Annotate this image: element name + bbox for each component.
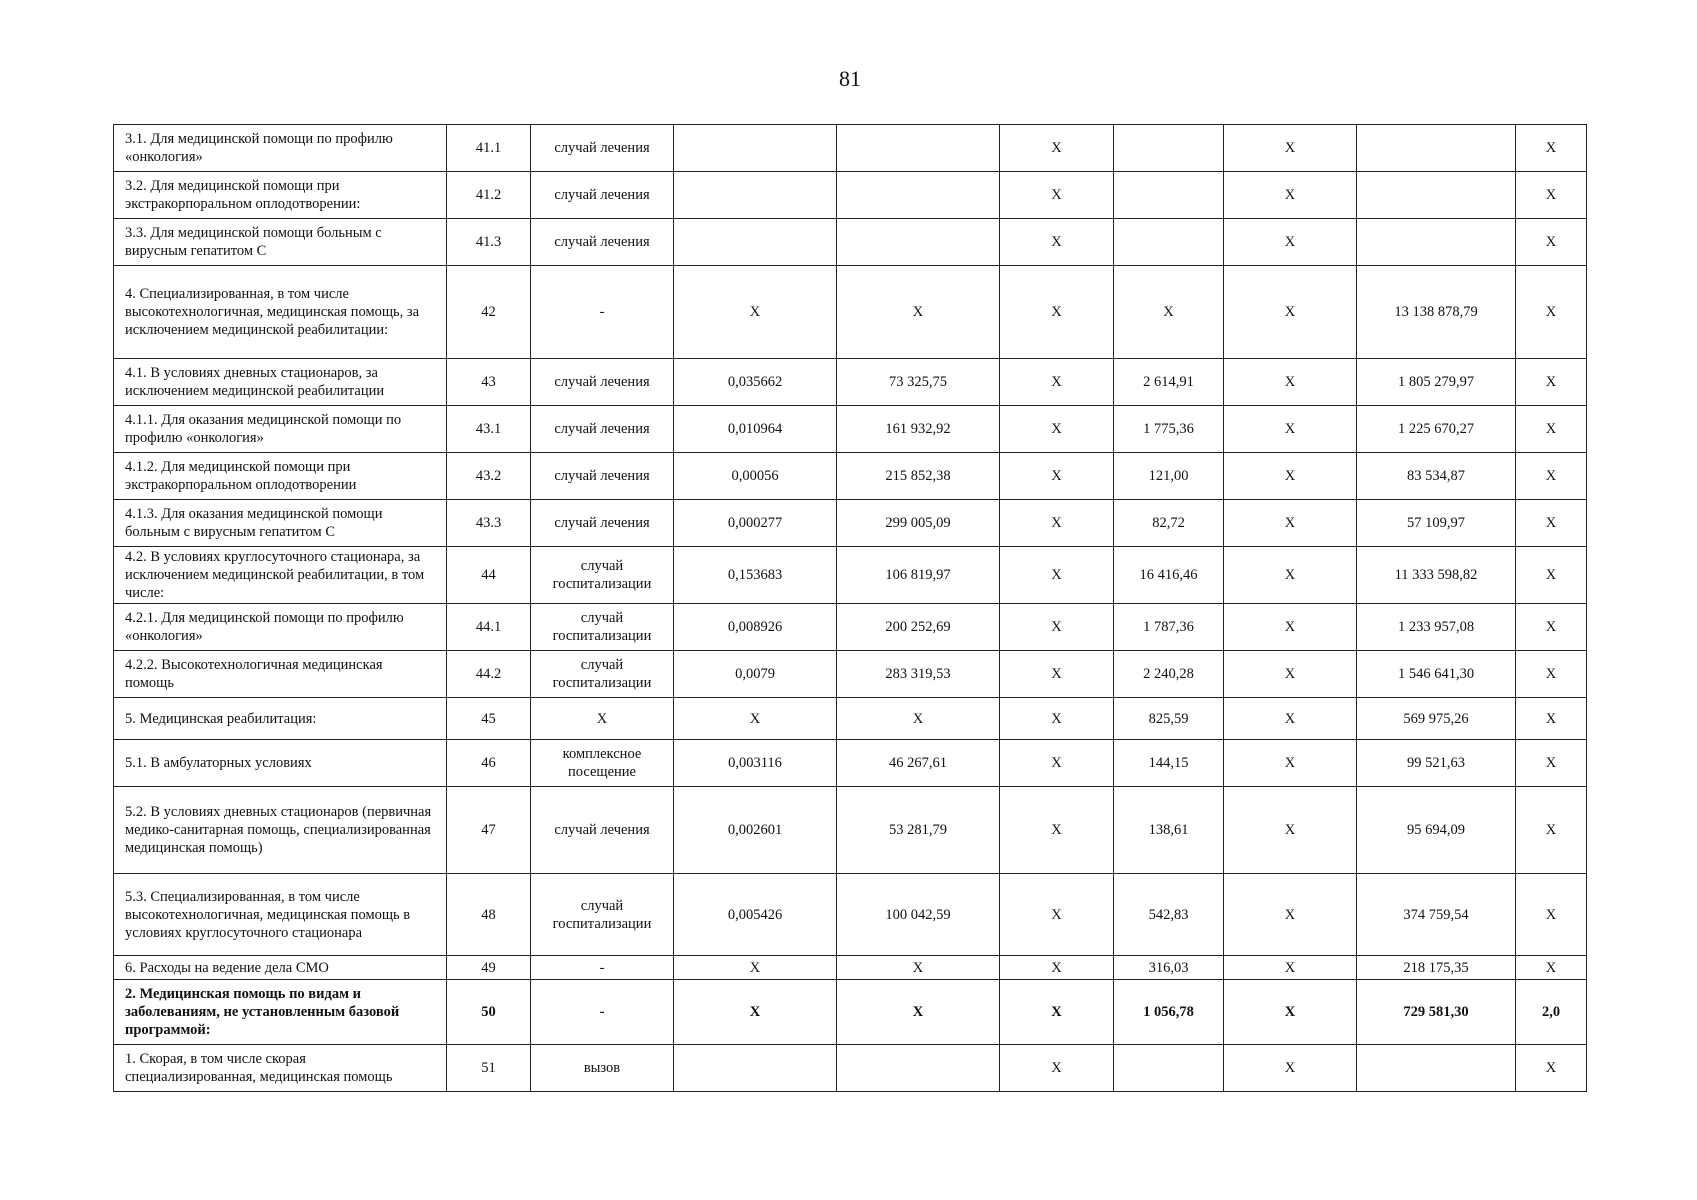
cell-unit: случай лечения [531,787,674,874]
cell-col-10: Х [1516,359,1587,406]
cell-col-8: Х [1224,172,1357,219]
cell-total-cost: 1 225 670,27 [1357,406,1516,453]
cell-col-6: Х [1000,1045,1114,1092]
cell-col-8: Х [1224,266,1357,359]
cell-per-capita: 316,03 [1114,956,1224,980]
cell-cost-norm [837,125,1000,172]
cell-col-10: Х [1516,1045,1587,1092]
cell-col-10: Х [1516,500,1587,547]
cell-volume-norm: 0,002601 [674,787,837,874]
cell-unit: случай лечения [531,453,674,500]
cell-cost-norm: Х [837,698,1000,740]
cell-row-code: 50 [447,980,531,1045]
cell-col-8: Х [1224,359,1357,406]
cell-description: 5.1. В амбулаторных условиях [114,740,447,787]
cell-per-capita: 2 614,91 [1114,359,1224,406]
cell-unit: случай госпитализации [531,651,674,698]
cell-volume-norm: Х [674,698,837,740]
table-row [114,406,1587,453]
cell-row-code: 43.2 [447,453,531,500]
cell-unit: случай лечения [531,359,674,406]
cell-col-6: Х [1000,787,1114,874]
cell-total-cost: 374 759,54 [1357,874,1516,956]
cell-per-capita: 542,83 [1114,874,1224,956]
cell-cost-norm: 106 819,97 [837,547,1000,604]
cell-col-10: Х [1516,125,1587,172]
cell-col-10: Х [1516,787,1587,874]
cell-col-6: Х [1000,651,1114,698]
cell-total-cost [1357,125,1516,172]
cell-unit: комплексное посещение [531,740,674,787]
cell-cost-norm: 299 005,09 [837,500,1000,547]
cell-col-10: 2,0 [1516,980,1587,1045]
table-row [114,604,1587,651]
cell-row-code: 43.3 [447,500,531,547]
cell-unit: вызов [531,1045,674,1092]
cell-description: 3.3. Для медицинской помощи больным с вирусным гепатитом С [114,219,447,266]
cell-row-code: 46 [447,740,531,787]
cell-col-6: Х [1000,980,1114,1045]
cell-description: 1. Скорая, в том числе скорая специализированная, медицинская помощь [114,1045,447,1092]
cell-col-10: Х [1516,740,1587,787]
cell-total-cost: 1 805 279,97 [1357,359,1516,406]
table-row [114,547,1587,604]
cell-row-code: 43 [447,359,531,406]
cell-col-6: Х [1000,125,1114,172]
cell-cost-norm: Х [837,266,1000,359]
cell-col-10: Х [1516,172,1587,219]
cell-total-cost: 1 233 957,08 [1357,604,1516,651]
cell-volume-norm: 0,005426 [674,874,837,956]
cell-total-cost [1357,219,1516,266]
cell-description: 4. Специализированная, в том числе высокотехнологичная, медицинская помощь, за исключением медицинской реабилитации: [114,266,447,359]
cell-per-capita: 1 775,36 [1114,406,1224,453]
cell-row-code: 45 [447,698,531,740]
cell-description: 2. Медицинская помощь по видам и заболеваниям, не установленным базовой программой: [114,980,447,1045]
cell-description: 4.1.2. Для медицинской помощи при экстракорпоральном оплодотворении [114,453,447,500]
cell-total-cost: 1 546 641,30 [1357,651,1516,698]
cell-unit: - [531,266,674,359]
cell-per-capita [1114,1045,1224,1092]
cell-per-capita [1114,125,1224,172]
cell-col-8: Х [1224,980,1357,1045]
cell-col-8: Х [1224,406,1357,453]
cell-col-8: Х [1224,219,1357,266]
cell-per-capita: 121,00 [1114,453,1224,500]
cell-col-8: Х [1224,956,1357,980]
cell-col-10: Х [1516,604,1587,651]
table-row [114,980,1587,1045]
cell-col-8: Х [1224,651,1357,698]
table-row [114,698,1587,740]
cell-col-6: Х [1000,266,1114,359]
cell-cost-norm: 215 852,38 [837,453,1000,500]
cell-col-8: Х [1224,453,1357,500]
cell-cost-norm: 73 325,75 [837,359,1000,406]
cell-total-cost: 218 175,35 [1357,956,1516,980]
cell-row-code: 44.2 [447,651,531,698]
cell-volume-norm: 0,000277 [674,500,837,547]
cell-col-8: Х [1224,604,1357,651]
cell-total-cost [1357,1045,1516,1092]
cell-col-10: Х [1516,547,1587,604]
cell-col-10: Х [1516,266,1587,359]
cell-cost-norm: 200 252,69 [837,604,1000,651]
cell-volume-norm: 0,010964 [674,406,837,453]
cell-total-cost: 729 581,30 [1357,980,1516,1045]
cell-volume-norm [674,219,837,266]
cell-col-8: Х [1224,874,1357,956]
page-number: 81 [839,66,861,91]
cell-per-capita: Х [1114,266,1224,359]
cell-unit: случай госпитализации [531,547,674,604]
cell-description: 6. Расходы на ведение дела СМО [114,956,447,980]
cell-total-cost: 11 333 598,82 [1357,547,1516,604]
cell-description: 4.2. В условиях круглосуточного стационара, за исключением медицинской реабилитации, в том числе: [114,547,447,604]
cell-col-6: Х [1000,740,1114,787]
cell-col-8: Х [1224,787,1357,874]
cell-col-6: Х [1000,406,1114,453]
cell-per-capita [1114,172,1224,219]
cell-unit: Х [531,698,674,740]
cell-description: 5.2. В условиях дневных стационаров (первичная медико-санитарная помощь, специализированная медицинская помощь) [114,787,447,874]
cell-volume-norm: 0,153683 [674,547,837,604]
table-row [114,651,1587,698]
cell-row-code: 44.1 [447,604,531,651]
cell-volume-norm: 0,00056 [674,453,837,500]
cell-description: 4.1.3. Для оказания медицинской помощи больным с вирусным гепатитом С [114,500,447,547]
cell-unit: случай лечения [531,125,674,172]
cell-col-6: Х [1000,172,1114,219]
table-row [114,359,1587,406]
cell-col-8: Х [1224,547,1357,604]
cell-col-10: Х [1516,698,1587,740]
cell-description: 3.2. Для медицинской помощи при экстракорпоральном оплодотворении: [114,172,447,219]
cell-per-capita: 825,59 [1114,698,1224,740]
cell-cost-norm [837,219,1000,266]
cell-row-code: 49 [447,956,531,980]
cell-unit: случай госпитализации [531,604,674,651]
cell-unit: случай лечения [531,406,674,453]
cell-cost-norm: Х [837,980,1000,1045]
cell-total-cost: 13 138 878,79 [1357,266,1516,359]
cell-per-capita: 138,61 [1114,787,1224,874]
cell-col-6: Х [1000,453,1114,500]
cell-total-cost: 99 521,63 [1357,740,1516,787]
table-row [114,172,1587,219]
cell-volume-norm: Х [674,956,837,980]
cell-cost-norm: 100 042,59 [837,874,1000,956]
cell-cost-norm [837,1045,1000,1092]
cell-per-capita: 16 416,46 [1114,547,1224,604]
table-row [114,1045,1587,1092]
cell-unit: случай госпитализации [531,874,674,956]
cell-col-8: Х [1224,740,1357,787]
cell-unit: - [531,980,674,1045]
cell-volume-norm [674,172,837,219]
table-row [114,219,1587,266]
cell-per-capita: 82,72 [1114,500,1224,547]
cell-description: 4.2.2. Высокотехнологичная медицинская помощь [114,651,447,698]
cell-volume-norm [674,125,837,172]
cell-description: 4.2.1. Для медицинской помощи по профилю «онкология» [114,604,447,651]
table-row [114,874,1587,956]
cell-col-6: Х [1000,547,1114,604]
table-row [114,500,1587,547]
table-row [114,266,1587,359]
cell-col-8: Х [1224,698,1357,740]
table-row [114,125,1587,172]
data-table [113,124,1587,1092]
cell-col-6: Х [1000,219,1114,266]
cell-unit: случай лечения [531,219,674,266]
cell-description: 5.3. Специализированная, в том числе высокотехнологичная, медицинская помощь в условиях круглосуточного стационара [114,874,447,956]
cell-per-capita: 1 056,78 [1114,980,1224,1045]
cell-row-code: 43.1 [447,406,531,453]
table-row [114,740,1587,787]
cell-col-10: Х [1516,219,1587,266]
cell-row-code: 41.3 [447,219,531,266]
table-row [114,453,1587,500]
cell-volume-norm [674,1045,837,1092]
cell-col-10: Х [1516,874,1587,956]
cell-row-code: 41.1 [447,125,531,172]
cell-row-code: 42 [447,266,531,359]
cell-col-8: Х [1224,125,1357,172]
cell-per-capita [1114,219,1224,266]
cell-per-capita: 2 240,28 [1114,651,1224,698]
cell-col-8: Х [1224,500,1357,547]
cell-row-code: 48 [447,874,531,956]
cell-description: 5. Медицинская реабилитация: [114,698,447,740]
cell-volume-norm: 0,003116 [674,740,837,787]
cell-row-code: 51 [447,1045,531,1092]
cell-col-10: Х [1516,651,1587,698]
cell-cost-norm: 53 281,79 [837,787,1000,874]
cell-col-6: Х [1000,698,1114,740]
cell-col-8: Х [1224,1045,1357,1092]
cell-unit: случай лечения [531,500,674,547]
cell-description: 4.1. В условиях дневных стационаров, за исключением медицинской реабилитации [114,359,447,406]
cell-cost-norm [837,172,1000,219]
cell-col-10: Х [1516,406,1587,453]
cell-row-code: 47 [447,787,531,874]
cell-col-6: Х [1000,874,1114,956]
cell-total-cost [1357,172,1516,219]
cell-total-cost: 569 975,26 [1357,698,1516,740]
cell-volume-norm: Х [674,980,837,1045]
cell-total-cost: 83 534,87 [1357,453,1516,500]
cell-cost-norm: Х [837,956,1000,980]
cell-col-6: Х [1000,500,1114,547]
table-row [114,787,1587,874]
cell-per-capita: 1 787,36 [1114,604,1224,651]
cell-cost-norm: 46 267,61 [837,740,1000,787]
cell-row-code: 44 [447,547,531,604]
cell-col-10: Х [1516,956,1587,980]
cell-unit: - [531,956,674,980]
cell-per-capita: 144,15 [1114,740,1224,787]
table-row [114,956,1587,980]
cell-description: 4.1.1. Для оказания медицинской помощи по профилю «онкология» [114,406,447,453]
cell-col-6: Х [1000,604,1114,651]
cell-total-cost: 57 109,97 [1357,500,1516,547]
cell-row-code: 41.2 [447,172,531,219]
cell-volume-norm: 0,008926 [674,604,837,651]
cell-volume-norm: 0,035662 [674,359,837,406]
cell-col-10: Х [1516,453,1587,500]
cell-description: 3.1. Для медицинской помощи по профилю «онкология» [114,125,447,172]
cell-col-6: Х [1000,956,1114,980]
cell-unit: случай лечения [531,172,674,219]
cell-cost-norm: 161 932,92 [837,406,1000,453]
cell-total-cost: 95 694,09 [1357,787,1516,874]
cell-cost-norm: 283 319,53 [837,651,1000,698]
cell-volume-norm: 0,0079 [674,651,837,698]
cell-volume-norm: Х [674,266,837,359]
cell-col-6: Х [1000,359,1114,406]
